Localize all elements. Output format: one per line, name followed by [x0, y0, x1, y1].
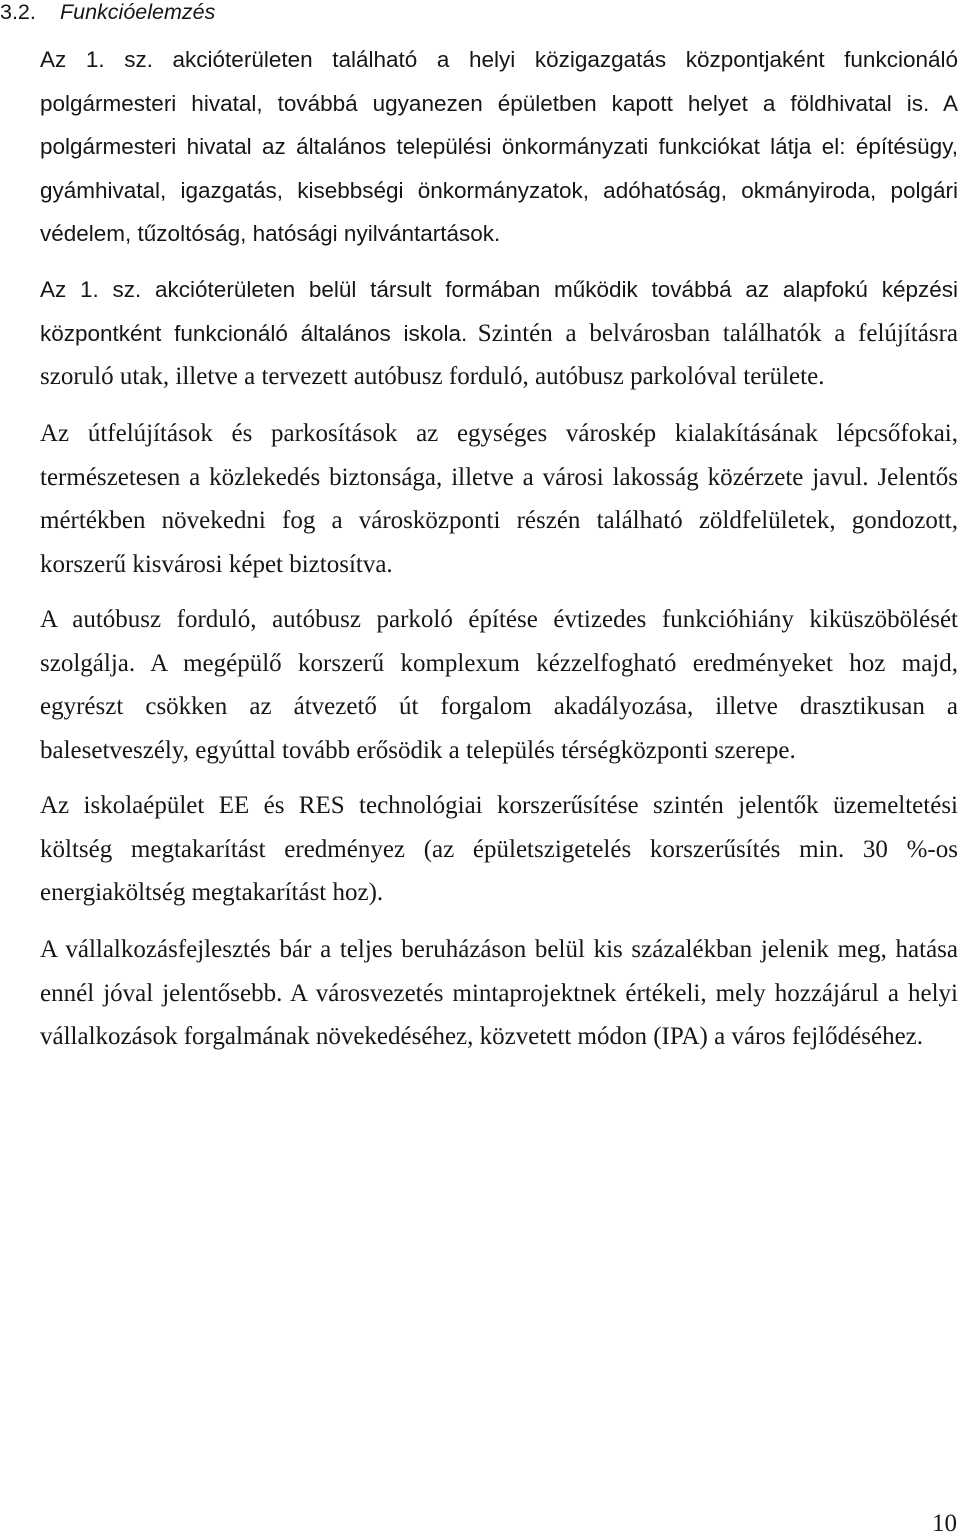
text-line: költség megtakarítást eredményez (az épületszigetelés korszerűsítés min. 30 %-os	[40, 835, 958, 863]
text-line: A vállalkozásfejlesztés bár a teljes beruházáson belül kis százalékban jelenik meg, hatása	[40, 936, 958, 963]
text-line: polgármesteri hivatal, továbbá ugyanezen épületben kapott helyet a földhivatal is. A	[40, 90, 958, 116]
section-number: 3.2.	[0, 0, 36, 24]
text-line: balesetveszély, egyúttal tovább erősödik a település térségközponti szerepe.	[40, 736, 796, 764]
text-line: mértékben növekedni fog a városközponti részén található zöldfelületek, gondozott,	[40, 507, 958, 535]
text-line: energiaköltség megtakarítást hoz).	[40, 879, 384, 907]
paragraph-6	[40, 928, 958, 1059]
text-line: egyrészt csökken az átvezető út forgalom akadályozása, illetve drasztikusan a	[40, 693, 958, 721]
section-heading	[0, 0, 215, 24]
text-line: korszerű kisvárosi képet biztosítva.	[40, 550, 393, 578]
text-line: védelem, tűzoltóság, hatósági nyilvántartások.	[40, 221, 501, 247]
text-segment: központként funkcionáló általános iskola.	[40, 320, 468, 346]
text-line: Az 1. sz. akcióterületen található a helyi közigazgatás központjaként funkcionáló	[40, 47, 958, 72]
text-line: polgármesteri hivatal az általános települési önkormányzati funkciókat látja el: építésügy,	[40, 134, 958, 160]
paragraph-5	[40, 784, 958, 915]
paragraph-4	[40, 598, 958, 772]
text-line: természetesen a közlekedés biztonsága, illetve a városi lakosság közérzete javul. Jelentős	[40, 463, 958, 491]
text-segment: Szintén a belvárosban találhatók a felújításra	[477, 319, 958, 347]
text-line: A autóbusz forduló, autóbusz parkoló építése évtizedes funkcióhiány kiküszöbölését	[40, 606, 958, 633]
text-line: Az 1. sz. akcióterületen belül társult formában működik továbbá az alapfokú képzési	[40, 277, 958, 302]
text-line: gyámhivatal, igazgatás, kisebbségi önkormányzatok, adóhatóság, okmányiroda, polgári	[40, 177, 958, 203]
text-line: szolgálja. A megépülő korszerű komplexum kézzelfogható eredményeket hoz majd,	[40, 649, 958, 677]
text-line: Az iskolaépület EE és RES technológiai korszerűsítése szintén jelentők üzemeltetési	[40, 792, 958, 819]
text-line: vállalkozások forgalmának növekedéséhez, közvetett módon (IPA) a város fejlődéséhez.	[40, 1023, 924, 1051]
page-number: 10	[932, 1510, 957, 1537]
section-title: Funkcióelemzés	[60, 0, 216, 24]
paragraph-2	[40, 268, 958, 399]
text-line: Az útfelújítások és parkosítások az egységes városkép kialakításának lépcsőfokai,	[40, 420, 958, 447]
text-line	[40, 312, 958, 356]
paragraph-3	[40, 412, 958, 586]
text-line: szoruló utak, illetve a tervezett autóbusz forduló, autóbusz parkolóval területe.	[40, 363, 825, 391]
paragraph-1	[40, 38, 958, 256]
text-line: ennél jóval jelentősebb. A városvezetés mintaprojektnek értékeli, mely hozzájárul a helyi	[40, 979, 958, 1007]
